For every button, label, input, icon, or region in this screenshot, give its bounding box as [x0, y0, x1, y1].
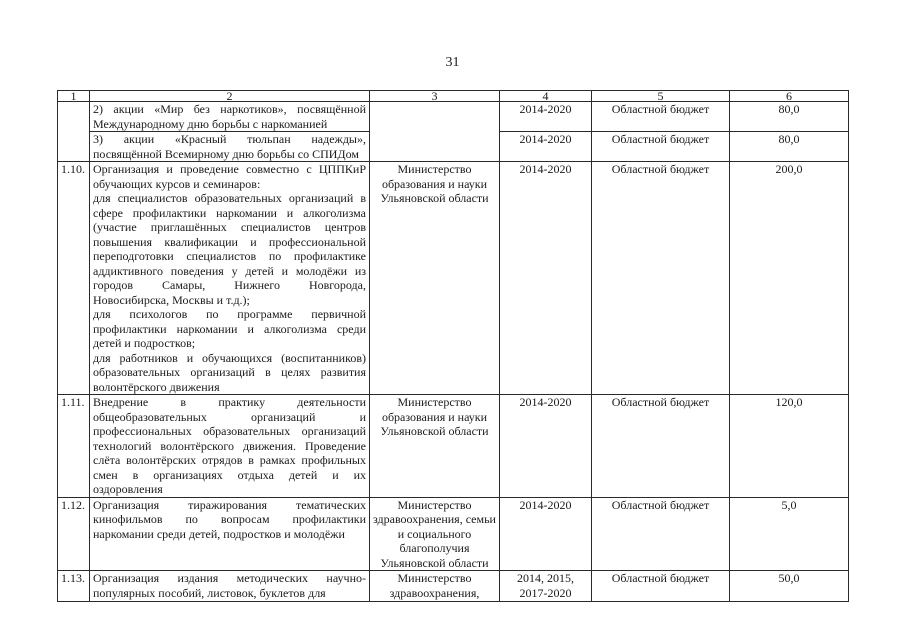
funding-source: Областной бюджет: [592, 497, 730, 571]
item-number: 1.13.: [58, 571, 90, 602]
years: 2014-2020: [500, 162, 592, 395]
activity-text: Организация тиражирования тематических кинофильмов по вопросам профилактики наркомании среди детей, подростков и молодёжи: [90, 497, 370, 571]
amount: 80,0: [730, 102, 849, 132]
years: 2014, 2015, 2017-2020: [500, 571, 592, 602]
activity-line: для работников и обучающихся (воспитанников) образовательных организаций в целях развития волонтёрского движения: [93, 350, 366, 394]
amount: 80,0: [730, 132, 849, 162]
item-number: 1.12.: [58, 497, 90, 571]
funding-source: Областной бюджет: [592, 571, 730, 602]
activity-text: [90, 162, 370, 395]
table-row: [58, 395, 849, 498]
funding-source: Областной бюджет: [592, 162, 730, 395]
activity-line: для специалистов образовательных организаций в сфере профилактики наркомании и алкоголизма (участие приглашённых специалистов центров повышения квалификации и профессиональной переподготовки специалистов по профилактике аддиктивного поведения у детей и молодёжи из городов Самары, Нижнего Новгорода, Новосибирска, Москвы и т.д.);: [93, 191, 366, 307]
table-row: [58, 497, 849, 571]
table-row: [58, 162, 849, 395]
years: 2014-2020: [500, 497, 592, 571]
item-number: [58, 102, 90, 132]
activity-line: Организация и проведение совместно с ЦППКиР обучающих курсов и семинаров:: [93, 162, 366, 191]
activity-text: Организация издания методических научно-популярных пособий, листовок, буклетов для: [90, 571, 370, 602]
funding-source: Областной бюджет: [592, 102, 730, 132]
executor: [370, 132, 500, 162]
amount: 120,0: [730, 395, 849, 498]
column-header: 5: [592, 91, 730, 102]
years: 2014-2020: [500, 102, 592, 132]
column-header: 2: [90, 91, 370, 102]
executor: [370, 102, 500, 132]
executor: Министерство здравоохранения, семьи и социального благополучия Ульяновской области: [370, 497, 500, 571]
column-header: 4: [500, 91, 592, 102]
funding-source: Областной бюджет: [592, 395, 730, 498]
executor: Министерство образования и науки Ульяновской области: [370, 395, 500, 498]
item-number: 1.10.: [58, 162, 90, 395]
years: 2014-2020: [500, 395, 592, 498]
executor: Министерство здравоохранения,: [370, 571, 500, 602]
table-row: [58, 102, 849, 132]
table-row: [58, 132, 849, 162]
program-table: [57, 90, 849, 602]
item-number: 1.11.: [58, 395, 90, 498]
column-header: 6: [730, 91, 849, 102]
executor: Министерство образования и науки Ульяновской области: [370, 162, 500, 395]
page-number: 31: [445, 55, 460, 70]
amount: 200,0: [730, 162, 849, 395]
column-header: 3: [370, 91, 500, 102]
activity-text: 3) акции «Красный тюльпан надежды», посвящённой Всемирному дню борьбы со СПИДом: [90, 132, 370, 162]
funding-source: Областной бюджет: [592, 132, 730, 162]
activity-text: Внедрение в практику деятельности общеобразовательных организаций и профессиональных образовательных организаций технологий волонтёрского движения. Проведение слёта волонтёрских отрядов в рамках профильных смен в организациях отдыха детей и их оздоровления: [90, 395, 370, 498]
amount: 50,0: [730, 571, 849, 602]
column-header: 1: [58, 91, 90, 102]
years: 2014-2020: [500, 132, 592, 162]
activity-text: 2) акции «Мир без наркотиков», посвящённой Международному дню борьбы с наркоманией: [90, 102, 370, 132]
activity-line: для психологов по программе первичной профилактики наркомании и алкоголизма среди детей и подростков;: [93, 307, 366, 350]
amount: 5,0: [730, 497, 849, 571]
table-header-row: [58, 91, 849, 102]
table-row: [58, 571, 849, 602]
item-number: [58, 132, 90, 162]
